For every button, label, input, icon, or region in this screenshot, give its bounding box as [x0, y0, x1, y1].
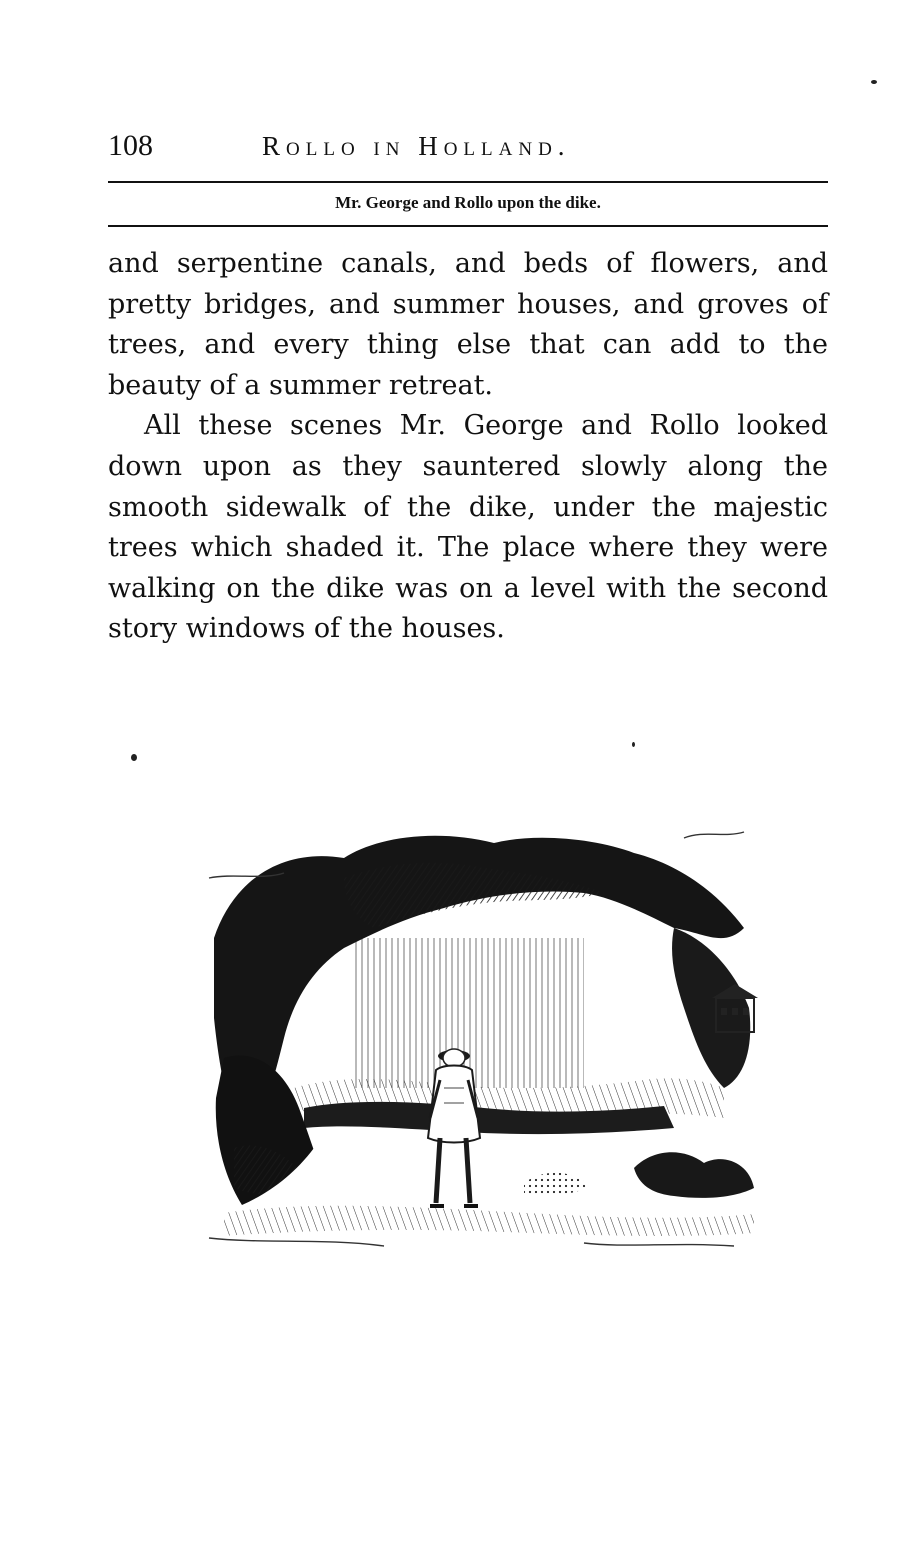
running-title: Rollo in Holland. [262, 131, 571, 161]
page-header [108, 122, 828, 168]
paragraph-continued: and serpentine canals, and beds of flowers, and pretty bridges, and summer houses, and groves of trees, and every thing else that can add to the beauty of a summer retreat. [108, 248, 828, 401]
body-text [108, 244, 828, 650]
page-number: 108 [108, 129, 153, 162]
paragraph: All these scenes Mr. George and Rollo looked down upon as they sauntered slowly along the smooth sidewalk of the dike, under the majestic trees which shaded it. The place where they were walking on the dike was on a level with the second story windows of the houses. [108, 410, 828, 645]
print-speck [131, 754, 137, 761]
print-speck [632, 742, 635, 747]
header-rule-bottom [108, 225, 828, 227]
header-rule-top [108, 181, 828, 183]
dike-engraving [204, 818, 760, 1248]
print-speck [871, 80, 877, 84]
section-heading: Mr. George and Rollo upon the dike. [335, 193, 601, 212]
